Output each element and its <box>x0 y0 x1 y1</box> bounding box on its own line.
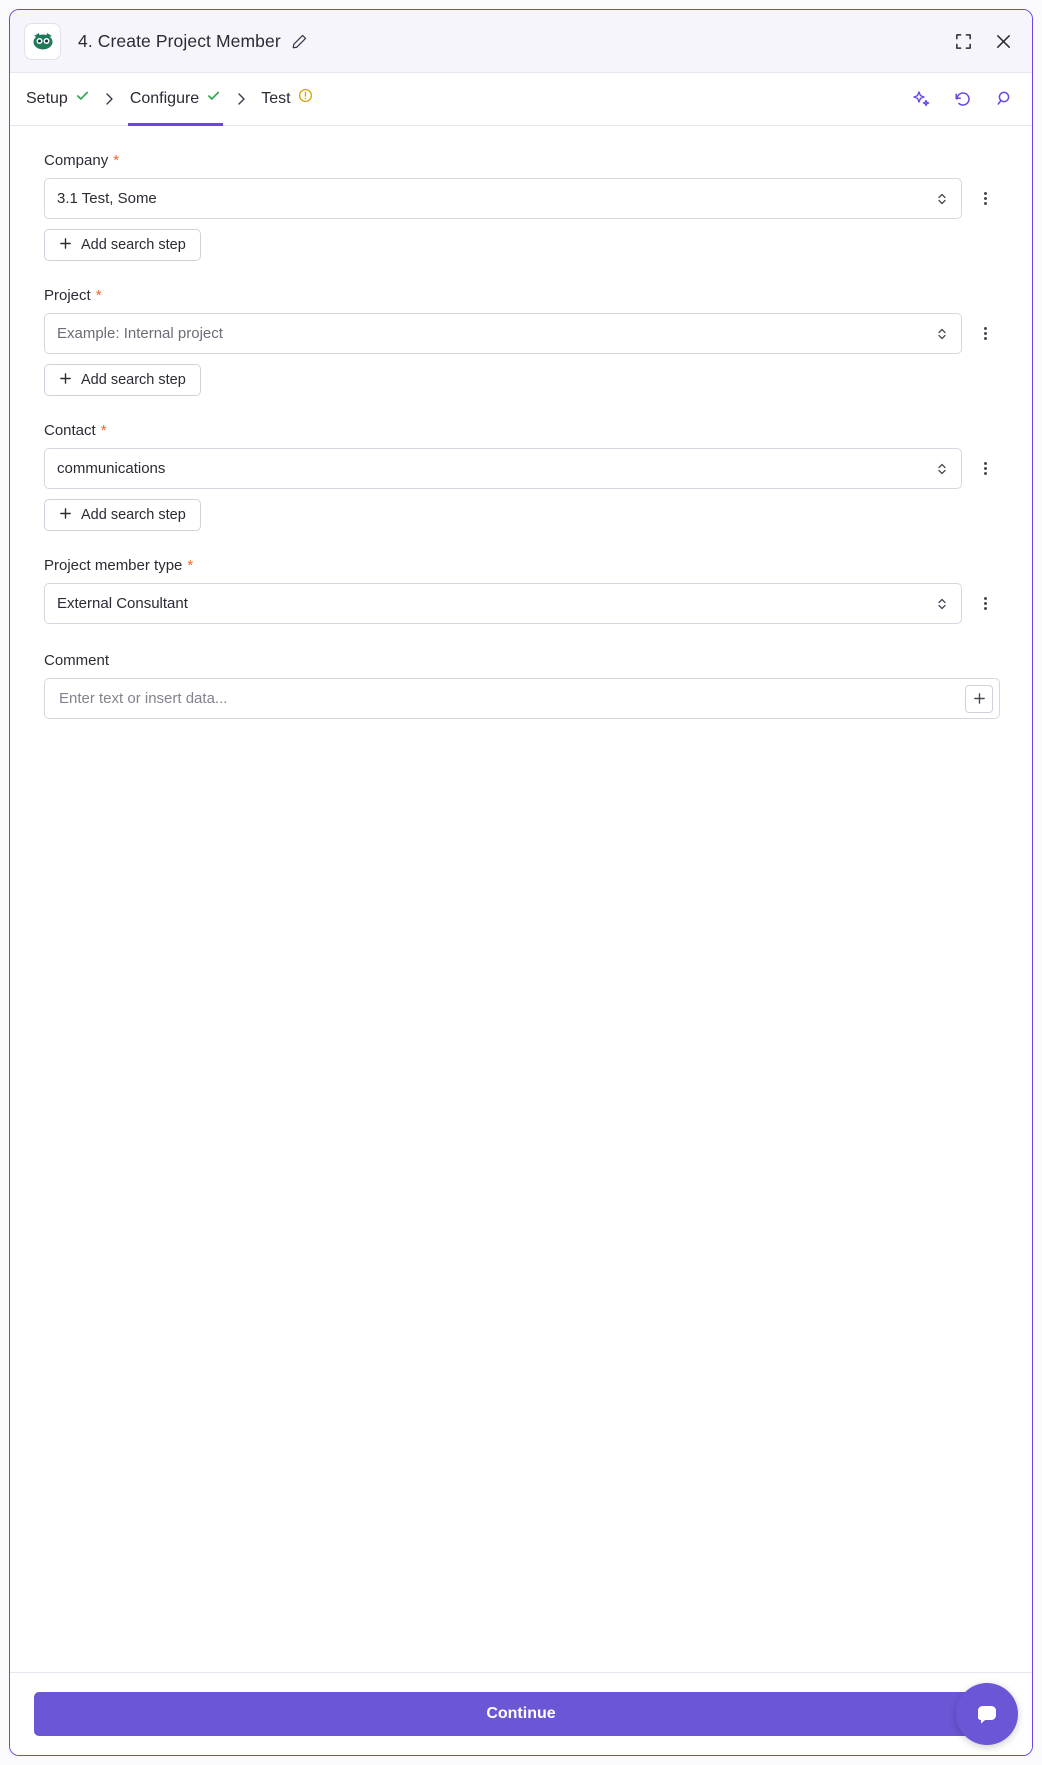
field-project-control-row <box>44 313 1000 354</box>
step-separator <box>223 92 259 106</box>
field-project-member-type-control-row <box>44 583 1000 624</box>
field-company-label-row <box>44 152 1000 169</box>
check-icon <box>206 88 221 108</box>
step-actions <box>908 73 1018 125</box>
chevron-updown-icon <box>935 326 949 342</box>
step-editor-panel <box>9 9 1033 1756</box>
plus-icon <box>59 237 72 254</box>
tab-configure[interactable] <box>128 74 223 126</box>
project-member-type-select[interactable] <box>44 583 962 624</box>
tab-test[interactable] <box>259 74 314 126</box>
plus-icon <box>59 372 72 389</box>
project-options-kebab-icon[interactable] <box>970 313 1000 354</box>
chevron-updown-icon <box>935 596 949 612</box>
chat-bubble-icon[interactable] <box>956 1683 1018 1745</box>
tab-setup[interactable] <box>24 74 92 126</box>
expand-icon[interactable] <box>948 26 978 56</box>
step-tab-list <box>24 73 315 125</box>
field-company <box>44 152 1000 261</box>
field-contact-control-row <box>44 448 1000 489</box>
field-project-label: Project <box>44 287 91 304</box>
add-search-step-project-label: Add search step <box>81 372 186 388</box>
company-select-value: 3.1 Test, Some <box>57 190 157 207</box>
contact-select-value: communications <box>57 460 166 477</box>
close-icon[interactable] <box>988 26 1018 56</box>
owl-logo-icon <box>24 23 61 60</box>
field-project-member-type-label: Project member type <box>44 557 183 574</box>
step-tabs <box>10 73 1032 126</box>
step-separator <box>92 92 128 106</box>
add-search-step-company-label: Add search step <box>81 237 186 253</box>
refresh-icon[interactable] <box>950 86 976 112</box>
add-search-step-company-button[interactable] <box>44 229 201 261</box>
field-comment <box>44 652 1000 719</box>
warning-icon <box>298 88 313 108</box>
pencil-icon[interactable] <box>291 33 308 50</box>
contact-options-kebab-icon[interactable] <box>970 448 1000 489</box>
add-search-step-contact-button[interactable] <box>44 499 201 531</box>
required-indicator: * <box>95 287 102 304</box>
company-select[interactable] <box>44 178 962 219</box>
chevron-updown-icon <box>935 191 949 207</box>
field-comment-label: Comment <box>44 652 110 669</box>
comment-input-wrapper <box>44 678 1000 719</box>
continue-button[interactable]: Continue <box>34 1692 1008 1736</box>
tab-configure-label: Configure <box>129 89 200 107</box>
required-indicator: * <box>187 557 194 574</box>
field-company-control-row <box>44 178 1000 219</box>
field-contact-label-row <box>44 422 1000 439</box>
configure-form <box>10 126 1032 1672</box>
field-comment-label-row <box>44 652 1000 669</box>
field-contact <box>44 422 1000 531</box>
check-icon <box>75 88 90 108</box>
project-member-type-options-kebab-icon[interactable] <box>970 583 1000 624</box>
comment-input[interactable] <box>57 689 965 708</box>
company-options-kebab-icon[interactable] <box>970 178 1000 219</box>
required-indicator: * <box>113 152 120 169</box>
field-project-label-row <box>44 287 1000 304</box>
tab-setup-label: Setup <box>26 89 68 107</box>
field-company-label: Company <box>44 152 109 169</box>
field-project-member-type <box>44 557 1000 624</box>
project-select[interactable] <box>44 313 962 354</box>
add-search-step-project-button[interactable] <box>44 364 201 396</box>
ai-sparkle-icon[interactable] <box>908 86 934 112</box>
search-icon[interactable] <box>992 86 1018 112</box>
plus-icon <box>59 507 72 524</box>
panel-header <box>10 10 1032 73</box>
chevron-updown-icon <box>935 461 949 477</box>
field-project-member-type-label-row <box>44 557 1000 574</box>
field-project <box>44 287 1000 396</box>
field-contact-label: Contact <box>44 422 96 439</box>
page-title: 4. Create Project Member <box>78 30 281 51</box>
tab-test-label: Test <box>261 89 291 107</box>
contact-select[interactable] <box>44 448 962 489</box>
add-search-step-contact-label: Add search step <box>81 507 186 523</box>
panel-footer <box>10 1672 1032 1755</box>
required-indicator: * <box>100 422 107 439</box>
project-select-value: Example: Internal project <box>57 325 223 342</box>
project-member-type-select-value: External Consultant <box>57 595 188 612</box>
insert-data-plus-icon[interactable] <box>965 685 993 713</box>
